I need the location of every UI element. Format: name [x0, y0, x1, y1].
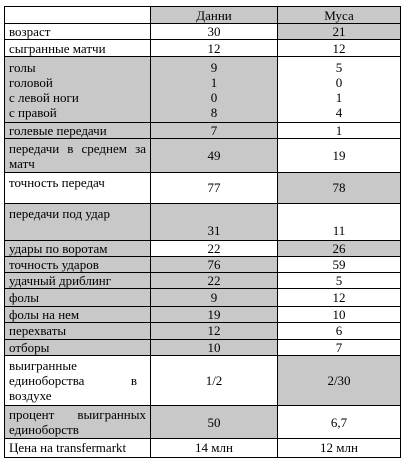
cell-danni: 1/2 — [151, 355, 278, 405]
cell-musa: 19 — [278, 139, 401, 173]
cell-musa: 6 — [278, 322, 401, 339]
cell-danni: 10 — [151, 339, 278, 355]
row-label-aerial-duels — [5, 355, 151, 405]
cell-danni: 22 — [151, 273, 278, 289]
goals-right-musa: 4 — [335, 104, 343, 120]
table-row-tackles — [5, 339, 401, 355]
cell-danni: 9 — [151, 289, 278, 306]
row-label: процент выигранных единоборств — [5, 406, 151, 438]
table-row-duel-percent — [5, 406, 401, 438]
cell-musa: 7 — [278, 339, 401, 355]
goals-right-danni: 8 — [210, 104, 218, 120]
cell-musa: 5 — [278, 273, 401, 289]
row-label: перехваты — [5, 322, 151, 339]
goals-header-danni: 1 — [210, 74, 218, 90]
cell-danni: 14 млн — [151, 438, 278, 457]
goals-right-label: с правой — [9, 104, 57, 120]
table-row-shots-on-target — [5, 240, 401, 256]
goals-header-label: головой — [9, 74, 53, 90]
table-row-matches — [5, 40, 401, 57]
row-label-goals — [5, 57, 151, 123]
row-label: фолы на нем — [5, 306, 151, 322]
row-label: голевые передачи — [5, 122, 151, 138]
table-row-interceptions — [5, 322, 401, 339]
cell-musa: 59 — [278, 257, 401, 273]
cell-musa: 1 — [278, 122, 401, 138]
goals-left-label: с левой ноги — [9, 89, 79, 105]
row-label: передачи в среднем за матч — [5, 139, 151, 173]
row-label: удачный дриблинг — [5, 273, 151, 289]
cell-danni: 22 — [151, 240, 278, 256]
cell-danni: 19 — [151, 306, 278, 322]
goals-total-danni: 9 — [210, 59, 218, 75]
cell-musa: 11 — [278, 203, 401, 240]
cell-danni: 30 — [151, 24, 278, 40]
row-label: точность ударов — [5, 257, 151, 273]
table-row-dribbling — [5, 273, 401, 289]
cell-danni-goals — [151, 57, 278, 123]
row-label: возраст — [5, 24, 151, 40]
goals-total-label: голы — [9, 59, 36, 75]
cell-danni: 12 — [151, 322, 278, 339]
table-row-aerial-duels — [5, 355, 401, 405]
goals-left-musa: 1 — [335, 89, 343, 105]
row-label: отборы — [5, 339, 151, 355]
cell-musa: 21 — [278, 24, 401, 40]
goals-header-musa: 0 — [335, 74, 343, 90]
column-header-danni: Данни — [151, 7, 278, 24]
goals-total-musa: 5 — [335, 59, 343, 75]
cell-danni: 31 — [151, 203, 278, 240]
cell-danni: 77 — [151, 173, 278, 203]
cell-musa: 6,7 — [278, 406, 401, 438]
column-header-musa: Муса — [278, 7, 401, 24]
cell-musa: 78 — [278, 173, 401, 203]
row-label: точность передач — [5, 173, 151, 203]
table-row-pass-accuracy — [5, 173, 401, 203]
table-row-goals — [5, 57, 401, 123]
cell-musa: 12 — [278, 289, 401, 306]
cell-musa: 2/30 — [278, 355, 401, 405]
row-label: сыгранные матчи — [5, 40, 151, 57]
table-row-fouled — [5, 306, 401, 322]
cell-danni: 7 — [151, 122, 278, 138]
table-row-key-passes — [5, 203, 401, 240]
table-row-price — [5, 438, 401, 457]
cell-danni: 49 — [151, 139, 278, 173]
row-label: Цена на transfermarkt — [5, 438, 151, 457]
cell-musa: 10 — [278, 306, 401, 322]
header-row — [5, 7, 401, 24]
goals-left-danni: 0 — [210, 89, 218, 105]
cell-musa: 12 — [278, 40, 401, 57]
cell-danni: 76 — [151, 257, 278, 273]
table-row-age — [5, 24, 401, 40]
row-label: выигранные единоборства в воздухе — [9, 358, 137, 404]
corner-header-cell — [5, 7, 151, 24]
cell-musa: 26 — [278, 240, 401, 256]
table-row-assists — [5, 122, 401, 138]
cell-musa: 12 млн — [278, 438, 401, 457]
table-row-shot-accuracy — [5, 257, 401, 273]
table-row-fouls — [5, 289, 401, 306]
cell-danni: 50 — [151, 406, 278, 438]
comparison-table — [4, 6, 401, 458]
row-label: фолы — [5, 289, 151, 306]
row-label: передачи под удар — [5, 203, 151, 240]
row-label: удары по воротам — [5, 240, 151, 256]
cell-musa-goals — [278, 57, 401, 123]
table-row-passes-per-match — [5, 139, 401, 173]
cell-danni: 12 — [151, 40, 278, 57]
